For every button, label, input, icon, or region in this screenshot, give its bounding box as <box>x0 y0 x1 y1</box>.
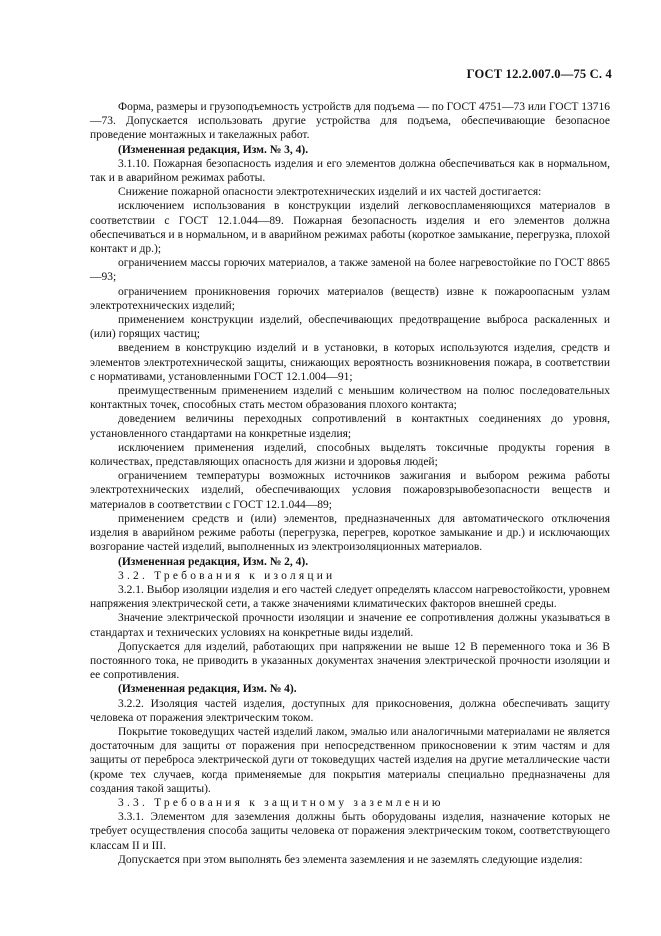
paragraph: Значение электрической прочности изоляции и значение ее сопротивления должны указываться в стандартах и технических условиях на конкретные виды изделий. <box>90 612 610 639</box>
paragraph: Покрытие токоведущих частей изделий лаком, эмалью или аналогичными материалами не является достаточным для защиты от поражения при непосредственном прикосновении к этим частям и для защиты от переброса электрической дуги от токоведущих частей изделия на другие металлические части (кроме тех случаев, когда применяемые для покрытия материалы специально предназначены для создания такой защиты). <box>90 725 610 795</box>
amendment-note: (Измененная редакция, Изм. № 2, 4). <box>118 555 309 568</box>
section-heading: 3.3. Требования к защитному заземлению <box>118 796 444 809</box>
list-item: доведением величины переходных сопротивлений в контактных соединениях до уровня, установленного стандартами на конкретные изделия; <box>90 413 610 440</box>
amendment-note: (Измененная редакция, Изм. № 4). <box>118 683 297 696</box>
section-heading: 3.2. Требования к изоляции <box>118 569 336 582</box>
paragraph: Снижение пожарной опасности электротехнических изделий и их частей достигается: <box>118 186 542 199</box>
paragraph: 3.1.10. Пожарная безопасность изделия и его элементов должна обеспечиваться как в нормальном, так и в аварийном режимах работы. <box>90 157 610 185</box>
list-item: применением конструкции изделий, обеспечивающих предотвращение выброса раскаленных и (или) горящих частиц; <box>90 314 610 341</box>
list-item: ограничением температуры возможных источников зажигания и выбором режима работы электротехнических изделий, обеспечивающих условия пожаровзрывобезопасности веществ и материалов в соответствии с ГОСТ 12.1.044—89; <box>90 470 610 511</box>
paragraph: Допускается для изделий, работающих при напряжении не выше 12 В переменного тока и 36 В постоянного тока, не приводить в указанных документах значения электрической прочности изоляции и ее сопротивления. <box>90 640 610 682</box>
list-item: ограничением проникновения горючих материалов (веществ) извне к пожароопасным узлам электротехнических изделий; <box>90 285 610 312</box>
document-body <box>90 100 610 867</box>
paragraph: 3.3.1. Элементом для заземления должны быть оборудованы изделия, назначение которых не требует осуществления способа защиты человека от поражения электрическим током, соответствующего классам II и III. <box>90 811 610 852</box>
paragraph: Форма, размеры и грузоподъемность устройств для подъема — по ГОСТ 4751—73 или ГОСТ 13716—73. Допускается использовать другие устройства для подъема, обеспечивающие безопасное проведение монтажных и такелажных работ. <box>90 101 610 142</box>
list-item: преимущественным применением изделий с меньшим количеством на полюс последовательных контактных точек, способных стать местом образования плохого контакта; <box>90 385 610 412</box>
list-item: применением средств и (или) элементов, предназначенных для автоматического отключения изделия в аварийном режиме работы (перегрузка, перегрев, короткое замыкание и др.) и исключающих возгорание частей изделий, выполненных из электроизоляционных материалов. <box>90 512 610 554</box>
paragraph: 3.2.1. Выбор изоляции изделия и его частей следует определять классом нагревостойкости, уровнем напряжения электрической сети, а также значениями климатических факторов внешней среды. <box>90 583 610 611</box>
amendment-note: (Измененная редакция, Изм. № 3, 4). <box>118 143 309 156</box>
list-item: исключением использования в конструкции изделий легковоспламеняющихся материалов в соответствии с ГОСТ 12.1.044—89. Пожарная безопасность изделия и его элементов должна обеспечиваться и в нормальном, и в аварийном режимах работы (короткое замыкание, перегрузка, плохой контакт и др.); <box>90 200 610 256</box>
paragraph: 3.2.2. Изоляция частей изделия, доступных для прикосновения, должна обеспечивать защиту человека от поражения электрическим током. <box>90 697 610 724</box>
list-item: ограничением массы горючих материалов, а также заменой на более нагревостойкие по ГОСТ 8865—93; <box>90 257 610 284</box>
list-item: введением в конструкцию изделий и в установки, в которых используются изделия, средств и элементов электротехнической защиты, снижающих вероятность возникновения пожара, в соответствии с нормативами, установленными ГОСТ 12.1.004—91; <box>90 342 610 383</box>
paragraph: Допускается при этом выполнять без элемента заземления и не заземлять следующие изделия: <box>118 853 583 866</box>
list-item: исключением применения изделий, способных выделять токсичные продукты горения в количествах, представляющих опасность для жизни и здоровья людей; <box>90 441 610 469</box>
page-header: ГОСТ 12.2.007.0—75 С. 4 <box>466 67 612 81</box>
